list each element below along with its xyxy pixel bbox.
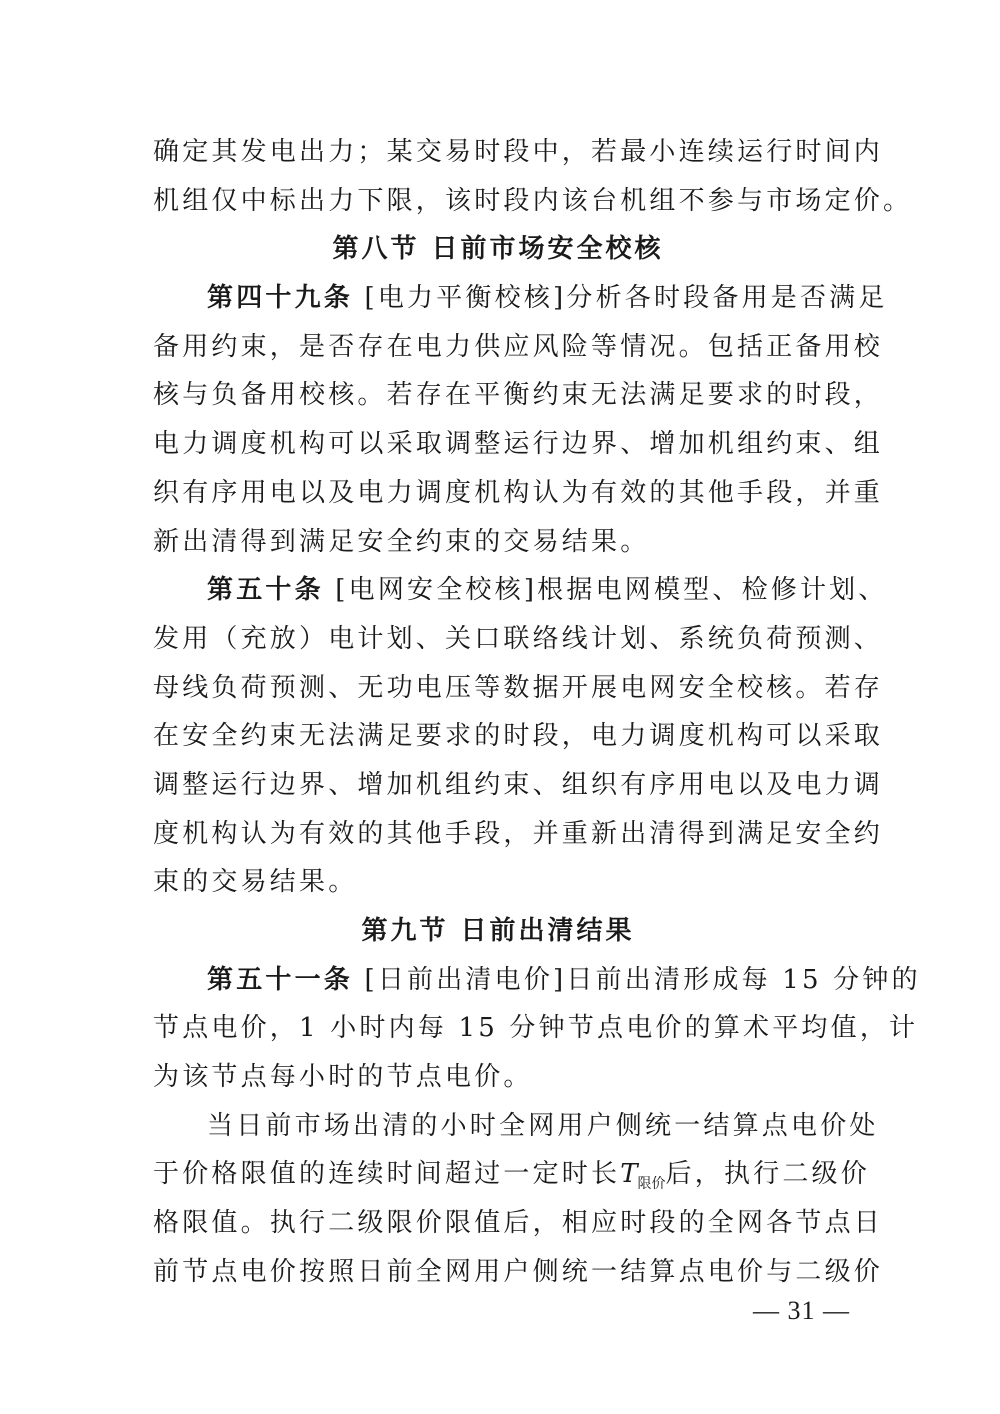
article-text: [电力平衡校核]分析各时段备用是否满足 [353,283,888,314]
article-50-line [153,566,888,615]
paragraph-line: 织有序用电以及电力调度机构认为有效的其他手段，并重 [153,477,884,508]
article-51-line [153,956,921,1005]
paragraph-line: 备用约束，是否存在电力供应风险等情况。包括正备用校 [153,331,884,362]
paragraph-line: 格限值。执行二级限价限值后，相应时段的全网各节点日 [153,1208,884,1239]
page-number: — 31 — [753,1296,850,1325]
paragraph-line: 度机构认为有效的其他手段，并重新出清得到满足安全约 [153,818,884,849]
paragraph-line: 当日前市场出清的小时全网用户侧统一结算点电价处 [207,1110,879,1141]
article-text: [日前出清电价]日前出清形成每 15 分钟的 [353,964,921,995]
paragraph-line-with-formula [153,1150,870,1199]
paragraph-line: 在安全约束无法满足要求的时段，电力调度机构可以采取 [153,721,884,752]
article-text: [电网安全校核]根据电网模型、检修计划、 [323,575,888,606]
text-segment: 后，执行二级价 [665,1159,870,1190]
paragraph-line: 节点电价，1 小时内每 15 分钟节点电价的算术平均值，计 [153,1013,919,1044]
article-number: 第四十九条 [207,283,354,314]
formula-variable: T [620,1159,638,1190]
text-segment: 于价格限值的连续时间超过一定时长 [153,1159,621,1190]
paragraph-line: 为该节点每小时的节点电价。 [153,1062,533,1093]
paragraph-line: 母线负荷预测、无功电压等数据开展电网安全校核。若存 [153,672,884,703]
paragraph-line: 发用（充放）电计划、关口联络线计划、系统负荷预测、 [153,623,884,654]
paragraph-line: 核与负备用校核。若存在平衡约束无法满足要求的时段， [153,380,884,411]
article-number: 第五十一条 [207,964,354,995]
section-heading: 第九节 日前出清结果 [361,916,635,946]
paragraph-line: 调整运行边界、增加机组约束、组织有序用电以及电力调 [153,769,884,800]
document-body [153,128,921,1297]
paragraph-line: 机组仅中标出力下限，该时段内该台机组不参与市场定价。 [153,185,913,216]
paragraph-line: 电力调度机构可以采取调整运行边界、增加机组约束、组 [153,429,884,460]
article-number: 第五十条 [207,575,324,606]
formula-subscript: 限价 [637,1176,666,1193]
paragraph-line: 束的交易结果。 [153,867,358,898]
paragraph-line: 前节点电价按照日前全网用户侧统一结算点电价与二级价 [153,1256,884,1287]
paragraph-line: 确定其发电出力；某交易时段中，若最小连续运行时间内 [153,137,884,167]
section-heading: 第八节 日前市场安全校核 [332,234,664,265]
paragraph-line: 新出清得到满足安全约束的交易结果。 [153,526,650,557]
article-49-line [153,274,888,323]
